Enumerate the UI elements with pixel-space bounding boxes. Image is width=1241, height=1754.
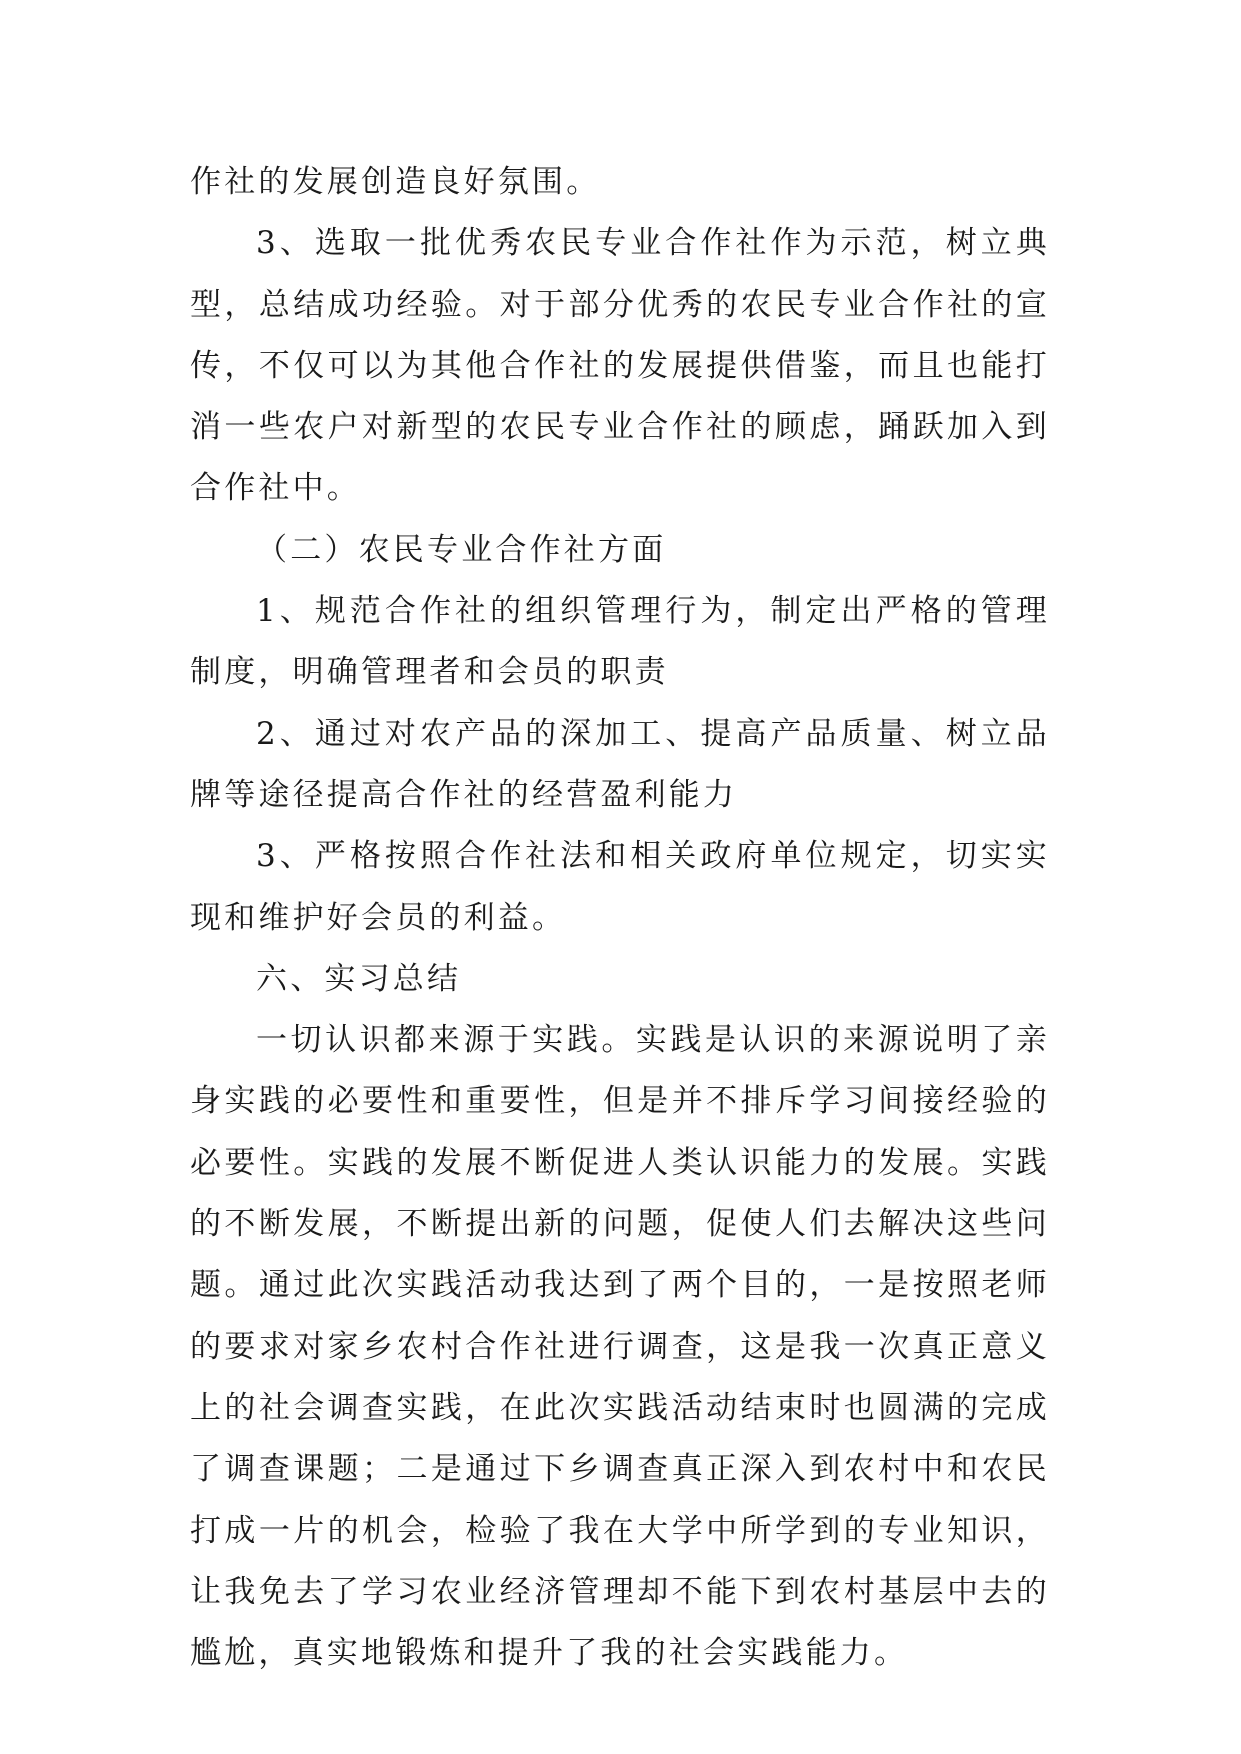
section-heading-cooperative: （二）农民专业合作社方面 xyxy=(256,531,667,568)
paragraph-item-3-demonstration: 3、选取一批优秀农民专业合作社作为示范，树立典型，总结成功经验。对于部分优秀的农民专业合作社的宣传，不仅可以为其他合作社的发展提供借鉴，而且也能打消一些农户对新型的农民专业合作社的顾虑，踊跃加入到合作社中。 xyxy=(190,225,1050,507)
paragraph-item-1-management: 1、规范合作社的组织管理行为，制定出严格的管理制度，明确管理者和会员的职责 xyxy=(190,593,1050,691)
document-page xyxy=(190,152,1050,1684)
paragraph-item-2-profitability: 2、通过对农产品的深加工、提高产品质量、树立品牌等途径提高合作社的经营盈利能力 xyxy=(190,715,1050,813)
paragraph-item-3-member-interests: 3、严格按照合作社法和相关政府单位规定，切实实现和维护好会员的利益。 xyxy=(190,838,1050,936)
paragraph-summary-body: 一切认识都来源于实践。实践是认识的来源说明了亲身实践的必要性和重要性，但是并不排斥学习间接经验的必要性。实践的发展不断促进人类认识能力的发展。实践的不断发展，不断提出新的问题，促使人们去解决这些问题。通过此次实践活动我达到了两个目的，一是按照老师的要求对家乡农村合作社进行调查，这是我一次真正意义上的社会调查实践，在此次实践活动结束时也圆满的完成了调查课题；二是通过下乡调查真正深入到农村中和农民打成一片的机会，检验了我在大学中所学到的专业知识，让我免去了学习农业经济管理却不能下到农村基层中去的尴尬，真实地锻炼和提升了我的社会实践能力。 xyxy=(190,1022,1050,1672)
section-heading-summary: 六、实习总结 xyxy=(256,960,462,997)
paragraph-continuation: 作社的发展创造良好氛围。 xyxy=(190,164,601,200)
